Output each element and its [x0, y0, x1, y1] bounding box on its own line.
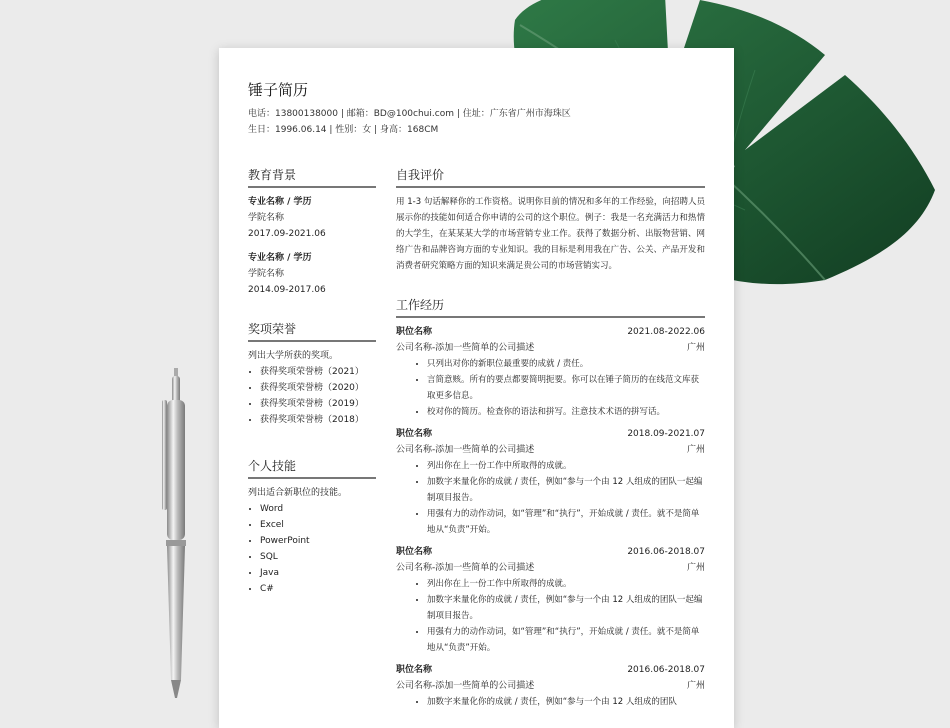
resume-name: 锤子简历 [248, 81, 309, 99]
education-item [248, 194, 376, 242]
contact-line: 电话：13800138000 | 邮箱：BD@100chui.com | 住址：广东省广州市海珠区 [248, 109, 571, 119]
job-bullet: • 只列出对你的新职位最重要的成就 / 责任。 [427, 356, 705, 372]
job-bullet: • 加数字来量化你的成就 / 责任，例如“参与一个由 12 人组成的团队 [427, 694, 705, 710]
skill-item: • Java [260, 565, 376, 581]
skill-item: • Excel [260, 517, 376, 533]
job-bullet: • 加数字来量化你的成就 / 责任，例如“参与一个由 12 人组成的团队一起编制项目报告。 [427, 592, 705, 624]
award-item: • 获得奖项荣誉榜（2018） [260, 412, 376, 428]
job-period: 2016.06-2018.07 [627, 547, 705, 557]
work-title: 工作经历 [396, 296, 705, 318]
job-company: 公司名称-添加一些简单的公司描述 [396, 343, 535, 353]
education-period: 2017.09-2021.06 [248, 229, 326, 239]
job-bullets [396, 576, 705, 656]
job-title: 职位名称 [396, 547, 433, 557]
personal-line: 生日：1996.06.14 | 性别：女 | 身高：168CM [248, 125, 439, 135]
job-company: 公司名称-添加一些简单的公司描述 [396, 563, 535, 573]
self-eval-text: 用 1-3 句话解释你的工作资格。说明你目前的情况和多年的工作经验，向招聘人员展示你的技能如何适合你申请的公司的这个职位。例子：我是一名充满活力和热情的大学生，在某某某大学的市场营销专业工作。获得了数据分析、出版物营销、网络广告和品牌咨询方面的专业知识。我的目标是利用我在广告、公关、产品开发和消费者研究策略方面的知识来满足贵公司的市场营销实习。 [396, 197, 705, 271]
left-column [248, 166, 376, 597]
job-period: 2021.08-2022.06 [627, 327, 705, 337]
skill-item: • Word [260, 501, 376, 517]
job-period: 2016.06-2018.07 [627, 665, 705, 675]
job-company: 公司名称-添加一些简单的公司描述 [396, 445, 535, 455]
job-bullet: • 列出你在上一份工作中所取得的成就。 [427, 458, 705, 474]
education-period: 2014.09-2017.06 [248, 285, 326, 295]
job-bullet: • 用强有力的动作动词，如“管理”和“执行”，开始成就 / 责任。就不是简单地从“负责”开始。 [427, 506, 705, 538]
job-city: 广州 [686, 681, 705, 691]
education-school: 学院名称 [248, 269, 285, 279]
job-entry [396, 324, 705, 420]
job-bullets [396, 694, 705, 710]
job-bullets [396, 356, 705, 420]
job-bullet: • 校对你的简历。检查你的语法和拼写。注意技术术语的拼写话。 [427, 404, 705, 420]
resume-paper [219, 48, 734, 728]
job-title: 职位名称 [396, 429, 433, 439]
skill-item: • SQL [260, 549, 376, 565]
job-entry [396, 426, 705, 538]
job-bullet: • 言简意赅。所有的要点都要简明扼要。你可以在锤子简历的在线范文库获取更多信息。 [427, 372, 705, 404]
award-item: • 获得奖项荣誉榜（2020） [260, 380, 376, 396]
awards-list [248, 364, 376, 428]
awards-title: 奖项荣誉 [248, 320, 376, 342]
job-entry [396, 544, 705, 656]
job-title: 职位名称 [396, 327, 433, 337]
skills-list [248, 501, 376, 597]
self-eval-title: 自我评价 [396, 166, 705, 188]
education-school: 学院名称 [248, 213, 285, 223]
job-city: 广州 [686, 343, 705, 353]
job-bullets [396, 458, 705, 538]
education-title: 教育背景 [248, 166, 376, 188]
job-bullet: • 列出你在上一份工作中所取得的成就。 [427, 576, 705, 592]
education-major: 专业名称 / 学历 [248, 197, 312, 207]
pen-image [150, 360, 190, 705]
skills-title: 个人技能 [248, 457, 376, 479]
skill-item: • PowerPoint [260, 533, 376, 549]
job-bullet: • 用强有力的动作动词，如“管理”和“执行”，开始成就 / 责任。就不是简单地从“负责”开始。 [427, 624, 705, 656]
award-item: • 获得奖项荣誉榜（2019） [260, 396, 376, 412]
skills-intro: 列出适合新职位的技能。 [248, 488, 348, 498]
job-entry [396, 662, 705, 710]
job-city: 广州 [686, 563, 705, 573]
education-major: 专业名称 / 学历 [248, 253, 312, 263]
awards-intro: 列出大学所获的奖项。 [248, 351, 339, 361]
skill-item: • C# [260, 581, 376, 597]
award-item: • 获得奖项荣誉榜（2021） [260, 364, 376, 380]
job-bullet: • 加数字来量化你的成就 / 责任，例如“参与一个由 12 人组成的团队一起编制项目报告。 [427, 474, 705, 506]
job-title: 职位名称 [396, 665, 433, 675]
right-column [396, 166, 705, 716]
education-item [248, 250, 376, 298]
job-city: 广州 [686, 445, 705, 455]
job-period: 2018.09-2021.07 [627, 429, 705, 439]
job-company: 公司名称-添加一些简单的公司描述 [396, 681, 535, 691]
